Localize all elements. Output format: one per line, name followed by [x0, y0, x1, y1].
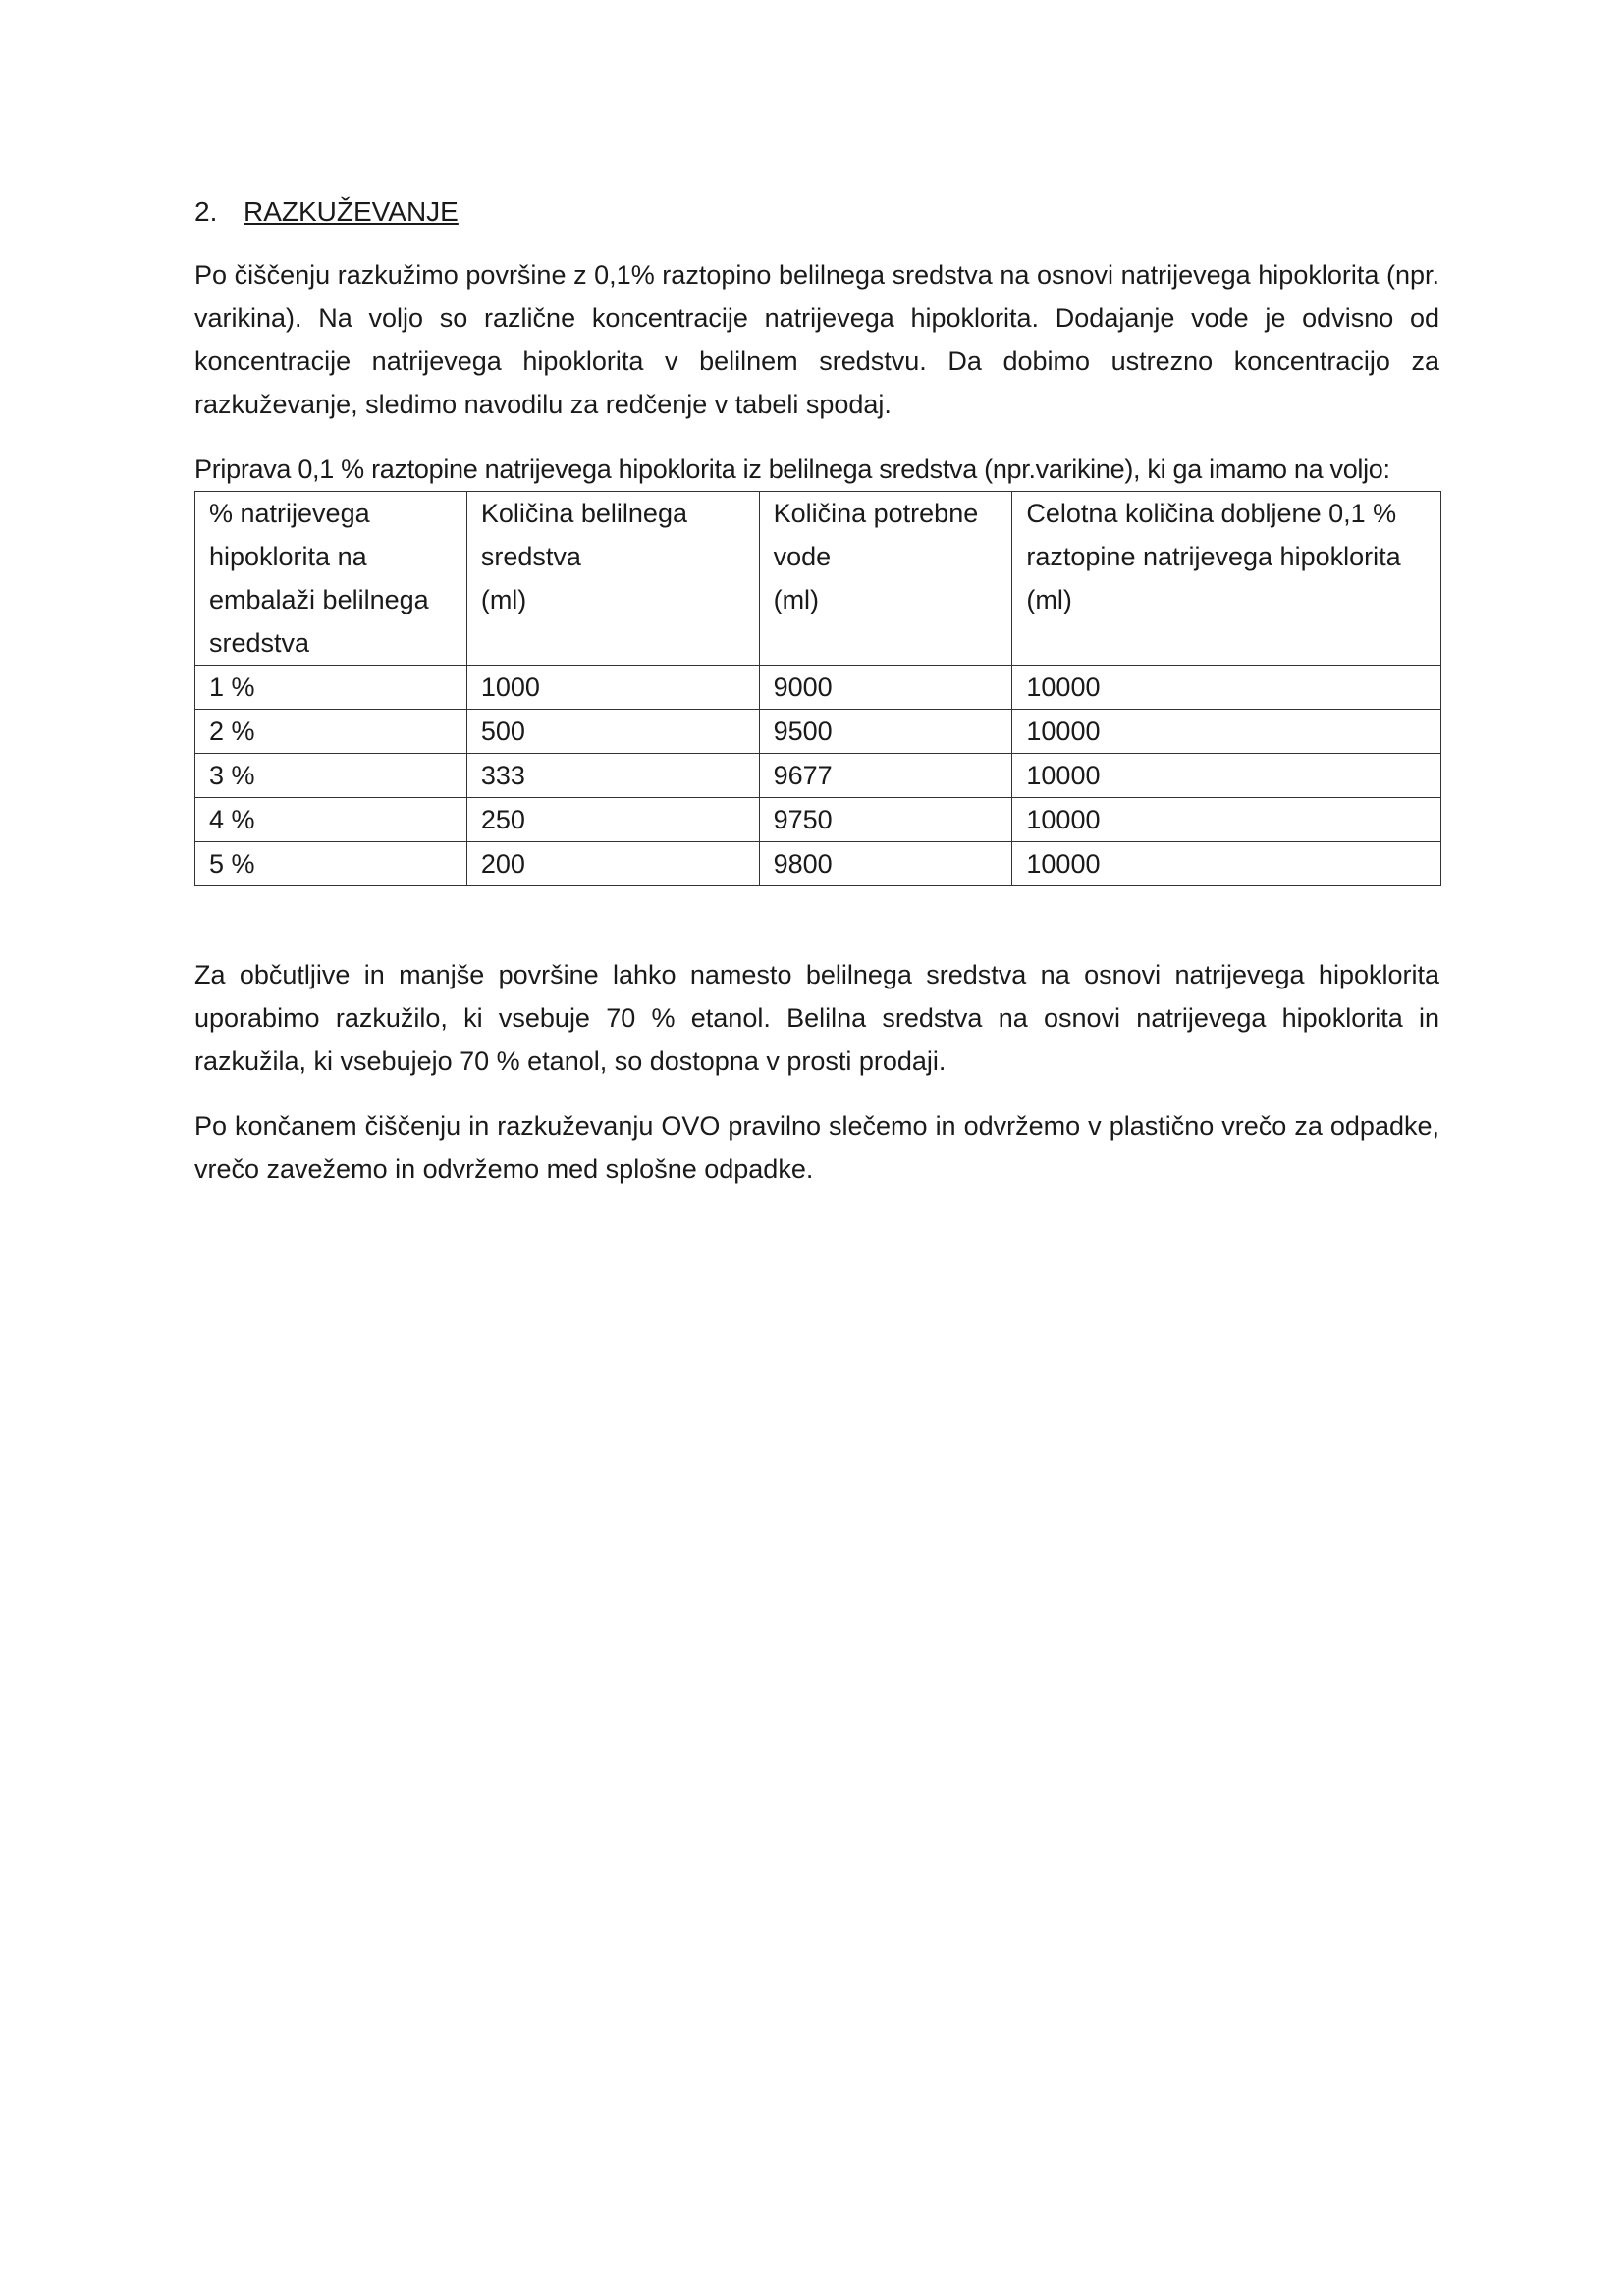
- cell-bleach-amount: 250: [466, 798, 759, 842]
- section-title: RAZKUŽEVANJE: [244, 196, 459, 227]
- header-water-amount: Količina potrebne vode (ml): [759, 492, 1012, 666]
- cell-total-amount: 10000: [1012, 798, 1441, 842]
- cell-concentration: 3 %: [195, 754, 467, 798]
- cell-total-amount: 10000: [1012, 710, 1441, 754]
- cell-total-amount: 10000: [1012, 666, 1441, 710]
- document-page: [194, 192, 1439, 1212]
- cell-water-amount: 9500: [759, 710, 1012, 754]
- table-row: [195, 666, 1441, 710]
- header-bleach-amount: Količina belilnega sredstva (ml): [466, 492, 759, 666]
- cell-concentration: 4 %: [195, 798, 467, 842]
- table-header-row: [195, 492, 1441, 666]
- table-caption: Priprava 0,1 % raztopine natrijevega hipoklorita iz belilnega sredstva (npr.varikine), ki ga imamo na voljo:: [194, 454, 1390, 484]
- ethanol-paragraph: Za občutljive in manjše površine lahko namesto belilnega sredstva na osnovi natrijevega hipoklorita uporabimo razkužilo, ki vsebuje 70 % etanol. Belilna sredstva na osnovi natrijevega hipoklorita in razkužila, ki vsebujejo 70 % etanol, so dostopna v prosti prodaji.: [194, 960, 1439, 1076]
- dilution-table: [194, 491, 1441, 886]
- header-concentration: % natrijevega hipoklorita na embalaži belilnega sredstva: [195, 492, 467, 666]
- cell-water-amount: 9750: [759, 798, 1012, 842]
- cell-concentration: 5 %: [195, 842, 467, 886]
- disposal-paragraph: Po končanem čiščenju in razkuževanju OVO pravilno slečemo in odvržemo v plastično vrečo za odpadke, vrečo zavežemo in odvržemo med splošne odpadke.: [194, 1111, 1439, 1184]
- cell-water-amount: 9677: [759, 754, 1012, 798]
- header-total-amount: Celotna količina dobljene 0,1 % raztopine natrijevega hipoklorita (ml): [1012, 492, 1441, 666]
- cell-bleach-amount: 1000: [466, 666, 759, 710]
- table-row: [195, 798, 1441, 842]
- table-row: [195, 710, 1441, 754]
- cell-water-amount: 9000: [759, 666, 1012, 710]
- intro-paragraph: Po čiščenju razkužimo površine z 0,1% raztopino belilnega sredstva na osnovi natrijevega hipoklorita (npr. varikina). Na voljo so različne koncentracije natrijevega hipoklorita. Dodajanje vode je odvisno od koncentracije natrijevega hipoklorita v belilnem sredstvu. Da dobimo ustrezno koncentracijo za razkuževanje, sledimo navodilu za redčenje v tabeli spodaj.: [194, 260, 1439, 419]
- cell-concentration: 2 %: [195, 710, 467, 754]
- cell-total-amount: 10000: [1012, 842, 1441, 886]
- cell-water-amount: 9800: [759, 842, 1012, 886]
- cell-bleach-amount: 200: [466, 842, 759, 886]
- cell-total-amount: 10000: [1012, 754, 1441, 798]
- table-row: [195, 842, 1441, 886]
- cell-bleach-amount: 500: [466, 710, 759, 754]
- section-heading: [194, 192, 1439, 232]
- cell-bleach-amount: 333: [466, 754, 759, 798]
- cell-concentration: 1 %: [195, 666, 467, 710]
- table-row: [195, 754, 1441, 798]
- section-number: 2.: [194, 196, 218, 227]
